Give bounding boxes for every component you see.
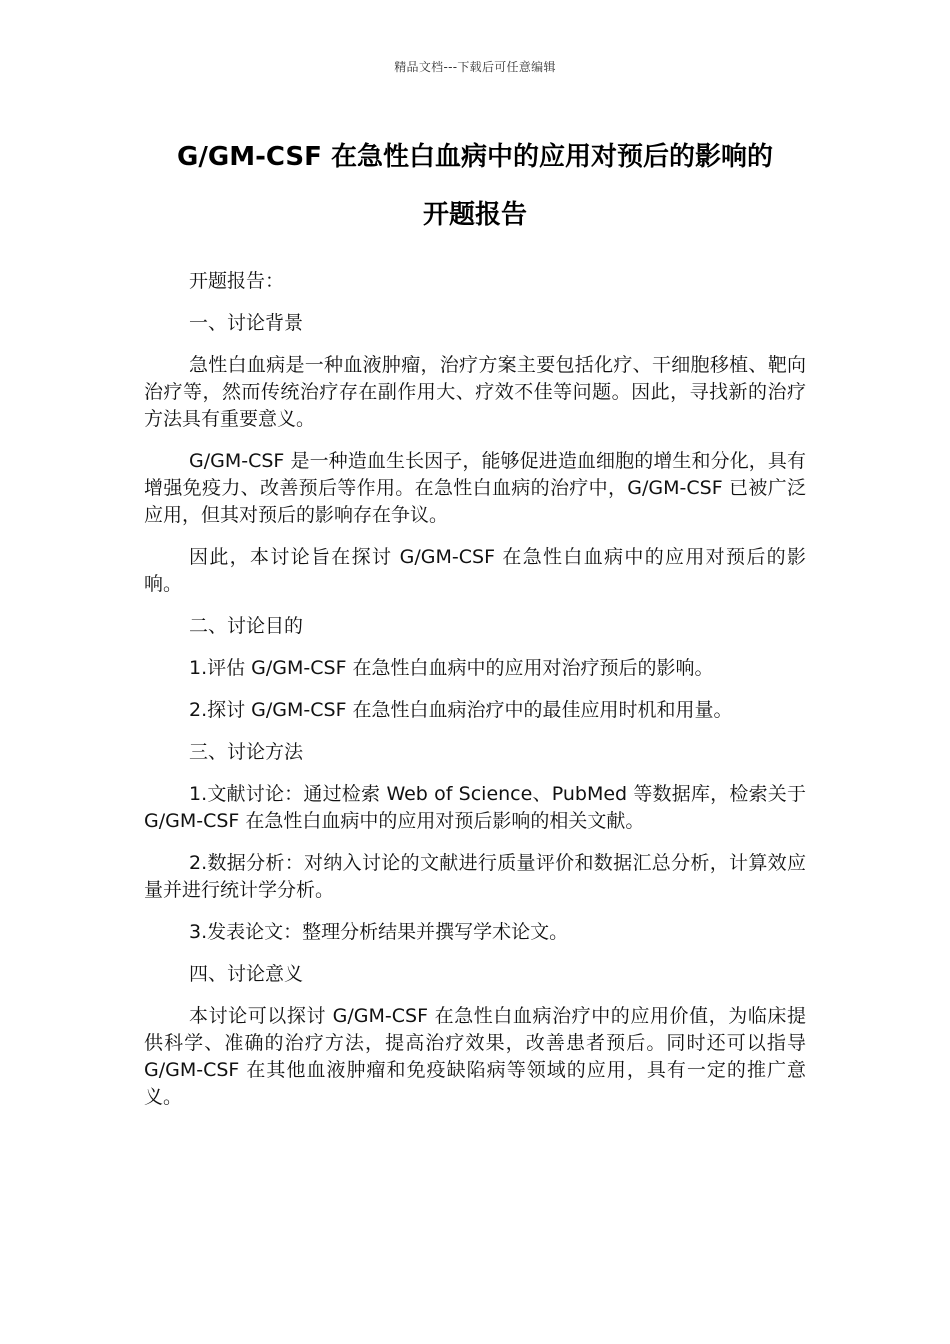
header-note: 精品文档---下载后可任意编辑 <box>394 60 556 74</box>
method-item-2: 2.数据分析：对纳入讨论的文献进行质量评价和数据汇总分析，计算效应量并进行统计学分析。 <box>144 852 806 901</box>
document-title <box>120 128 830 244</box>
section-heading-objectives: 二、讨论目的 <box>189 615 304 637</box>
objective-item-1: 1.评估 G/GM-CSF 在急性白血病中的应用对治疗预后的影响。 <box>189 657 714 679</box>
title-line-1: G/GM-CSF 在急性白血病中的应用对预后的影响的 <box>177 142 773 172</box>
background-paragraph-2: G/GM-CSF 是一种造血生长因子，能够促进造血细胞的增生和分化，具有增强免疫力、改善预后等作用。在急性白血病的治疗中，G/GM-CSF 已被广泛应用，但其对预后的影响存在争议。 <box>144 450 806 526</box>
background-paragraph-3: 因此，本讨论旨在探讨 G/GM-CSF 在急性白血病中的应用对预后的影响。 <box>144 546 806 595</box>
method-item-3: 3.发表论文：整理分析结果并撰写学术论文。 <box>189 921 569 943</box>
section-heading-methods: 三、讨论方法 <box>189 741 304 763</box>
objective-item-2: 2.探讨 G/GM-CSF 在急性白血病治疗中的最佳应用时机和用量。 <box>189 699 733 721</box>
document-body <box>144 268 806 1126</box>
background-paragraph-1: 急性白血病是一种血液肿瘤，治疗方案主要包括化疗、干细胞移植、靶向治疗等，然而传统治疗存在副作用大、疗效不佳等问题。因此，寻找新的治疗方法具有重要意义。 <box>144 354 806 430</box>
method-item-1: 1.文献讨论：通过检索 Web of Science、PubMed 等数据库，检索关于 G/GM-CSF 在急性白血病中的应用对预后影响的相关文献。 <box>144 783 806 832</box>
section-heading-significance: 四、讨论意义 <box>189 963 304 985</box>
title-line-2: 开题报告 <box>422 200 527 230</box>
significance-paragraph: 本讨论可以探讨 G/GM-CSF 在急性白血病治疗中的应用价值，为临床提供科学、准确的治疗方法，提高治疗效果，改善患者预后。同时还可以指导 G/GM-CSF 在其他血液肿瘤和免疫缺陷病等领域的应用，具有一定的推广意义。 <box>144 1005 806 1108</box>
intro-label: 开题报告： <box>189 270 285 292</box>
section-heading-background: 一、讨论背景 <box>189 312 304 334</box>
